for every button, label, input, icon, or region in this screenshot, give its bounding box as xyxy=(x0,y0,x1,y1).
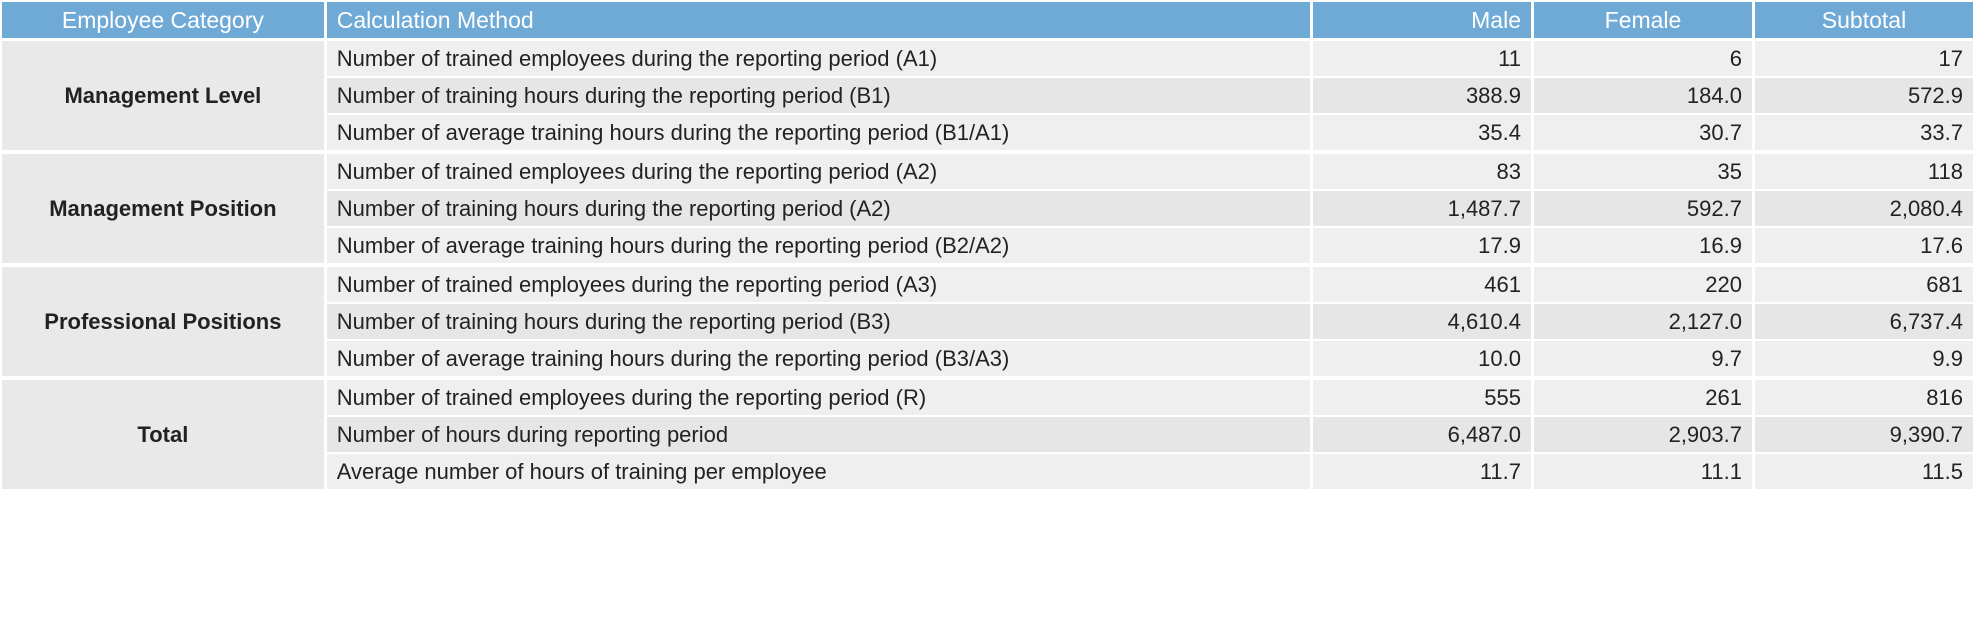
method-cell: Number of average training hours during the reporting period (B2/A2) xyxy=(325,227,1311,265)
subtotal-cell: 17 xyxy=(1753,40,1974,78)
method-cell: Average number of hours of training per employee xyxy=(325,453,1311,491)
header-calculation-method: Calculation Method xyxy=(325,2,1311,40)
table-row xyxy=(2,152,1975,190)
method-cell: Number of trained employees during the reporting period (A1) xyxy=(325,40,1311,78)
subtotal-cell: 681 xyxy=(1753,265,1974,303)
header-subtotal: Subtotal xyxy=(1753,2,1974,40)
female-cell: 220 xyxy=(1533,265,1754,303)
table-row xyxy=(2,378,1975,416)
subtotal-cell: 9,390.7 xyxy=(1753,416,1974,453)
table-header-row xyxy=(2,2,1975,40)
method-cell: Number of training hours during the reporting period (A2) xyxy=(325,190,1311,227)
female-cell: 261 xyxy=(1533,378,1754,416)
method-cell: Number of trained employees during the reporting period (R) xyxy=(325,378,1311,416)
training-hours-table xyxy=(2,2,1976,493)
female-cell: 16.9 xyxy=(1533,227,1754,265)
female-cell: 2,903.7 xyxy=(1533,416,1754,453)
subtotal-cell: 816 xyxy=(1753,378,1974,416)
method-cell: Number of trained employees during the reporting period (A3) xyxy=(325,265,1311,303)
header-male: Male xyxy=(1312,2,1533,40)
female-cell: 184.0 xyxy=(1533,77,1754,114)
male-cell: 461 xyxy=(1312,265,1533,303)
subtotal-cell: 6,737.4 xyxy=(1753,303,1974,340)
female-cell: 9.7 xyxy=(1533,340,1754,378)
male-cell: 83 xyxy=(1312,152,1533,190)
male-cell: 17.9 xyxy=(1312,227,1533,265)
subtotal-cell: 33.7 xyxy=(1753,114,1974,152)
category-cell: Management Level xyxy=(2,40,325,153)
male-cell: 11.7 xyxy=(1312,453,1533,491)
category-cell: Professional Positions xyxy=(2,265,325,378)
male-cell: 1,487.7 xyxy=(1312,190,1533,227)
male-cell: 35.4 xyxy=(1312,114,1533,152)
method-cell: Number of average training hours during the reporting period (B1/A1) xyxy=(325,114,1311,152)
method-cell: Number of average training hours during the reporting period (B3/A3) xyxy=(325,340,1311,378)
header-employee-category: Employee Category xyxy=(2,2,325,40)
female-cell: 11.1 xyxy=(1533,453,1754,491)
method-cell: Number of hours during reporting period xyxy=(325,416,1311,453)
female-cell: 2,127.0 xyxy=(1533,303,1754,340)
method-cell: Number of training hours during the reporting period (B1) xyxy=(325,77,1311,114)
category-cell: Management Position xyxy=(2,152,325,265)
male-cell: 4,610.4 xyxy=(1312,303,1533,340)
subtotal-cell: 17.6 xyxy=(1753,227,1974,265)
male-cell: 555 xyxy=(1312,378,1533,416)
table-row xyxy=(2,40,1975,78)
female-cell: 30.7 xyxy=(1533,114,1754,152)
subtotal-cell: 9.9 xyxy=(1753,340,1974,378)
method-cell: Number of trained employees during the reporting period (A2) xyxy=(325,152,1311,190)
female-cell: 6 xyxy=(1533,40,1754,78)
subtotal-cell: 11.5 xyxy=(1753,453,1974,491)
female-cell: 592.7 xyxy=(1533,190,1754,227)
male-cell: 6,487.0 xyxy=(1312,416,1533,453)
subtotal-cell: 2,080.4 xyxy=(1753,190,1974,227)
table-row xyxy=(2,265,1975,303)
category-cell: Total xyxy=(2,378,325,491)
male-cell: 10.0 xyxy=(1312,340,1533,378)
header-female: Female xyxy=(1533,2,1754,40)
subtotal-cell: 572.9 xyxy=(1753,77,1974,114)
training-table-container xyxy=(2,2,1976,493)
method-cell: Number of training hours during the reporting period (B3) xyxy=(325,303,1311,340)
male-cell: 11 xyxy=(1312,40,1533,78)
subtotal-cell: 118 xyxy=(1753,152,1974,190)
female-cell: 35 xyxy=(1533,152,1754,190)
male-cell: 388.9 xyxy=(1312,77,1533,114)
